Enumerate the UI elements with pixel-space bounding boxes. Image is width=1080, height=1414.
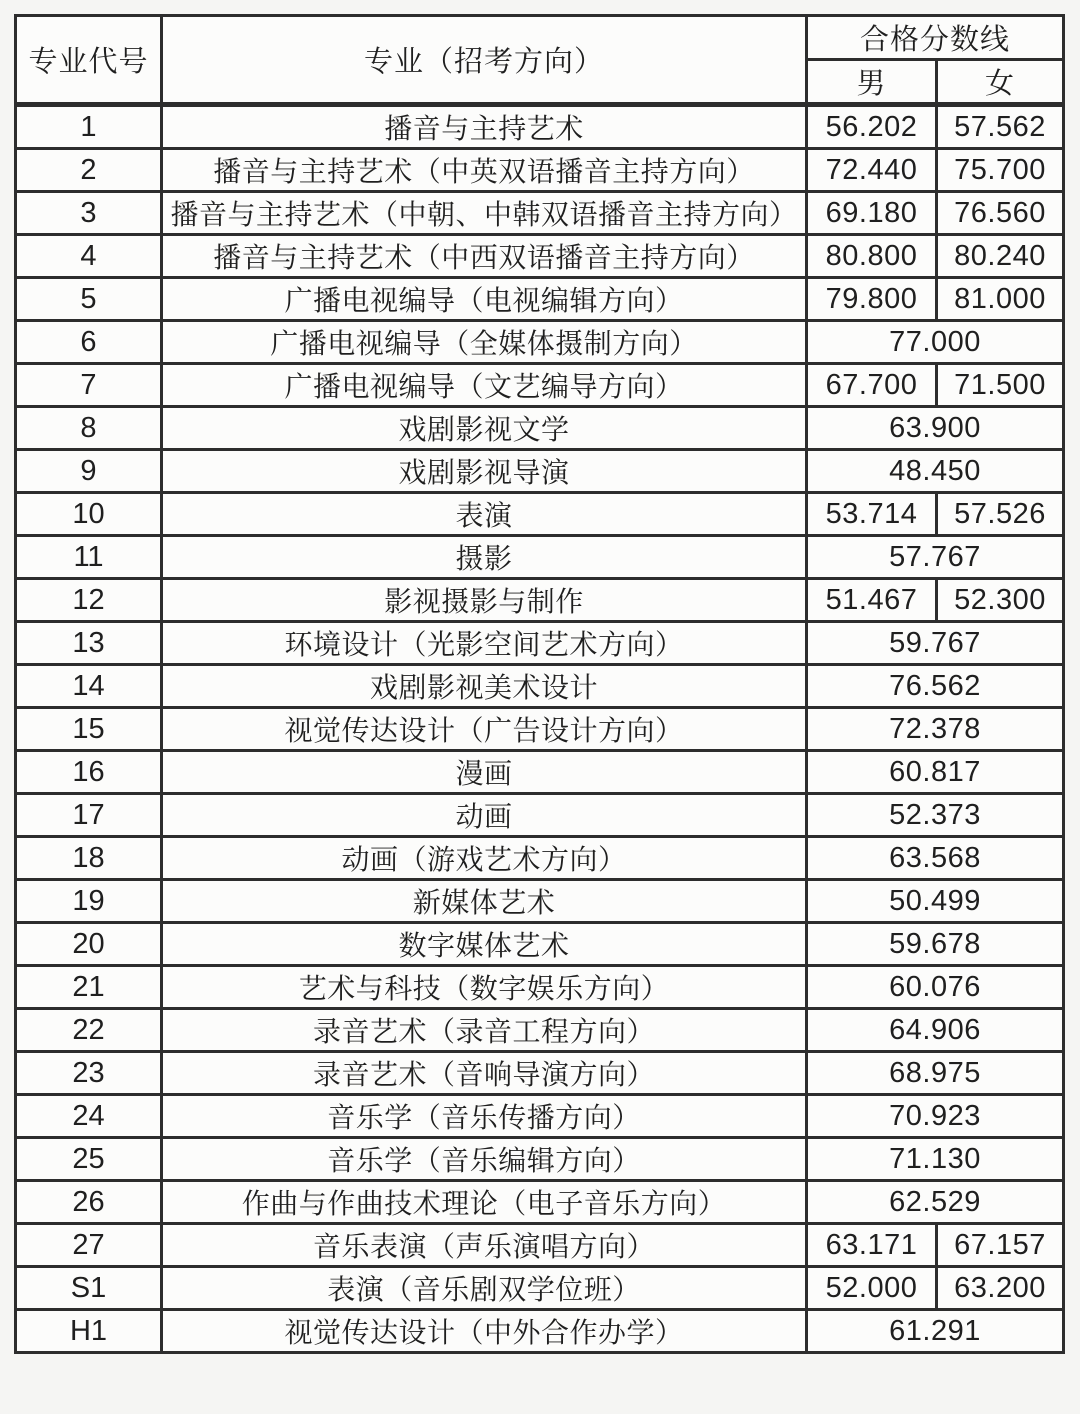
cell-major-name: 数字媒体艺术 — [162, 923, 807, 966]
table-row — [16, 1181, 1064, 1224]
cell-major-name: 艺术与科技（数字娱乐方向） — [162, 966, 807, 1009]
cell-major-code: 9 — [16, 450, 162, 493]
cell-major-code: 4 — [16, 235, 162, 278]
cell-major-name: 摄影 — [162, 536, 807, 579]
table-row — [16, 794, 1064, 837]
cell-major-name: 音乐表演（声乐演唱方向） — [162, 1224, 807, 1267]
cell-score-merged: 63.900 — [807, 407, 1064, 450]
header-cell-major-code: 专业代号 — [16, 16, 162, 105]
table-row — [16, 149, 1064, 192]
table-row — [16, 1095, 1064, 1138]
cell-major-name: 影视摄影与制作 — [162, 579, 807, 622]
header-cell-female: 女 — [937, 60, 1064, 105]
table-row — [16, 192, 1064, 235]
cell-score-merged: 70.923 — [807, 1095, 1064, 1138]
table-row — [16, 880, 1064, 923]
cell-score-male: 67.700 — [807, 364, 937, 407]
cell-major-code: 7 — [16, 364, 162, 407]
cell-score-female: 76.560 — [937, 192, 1064, 235]
cell-score-female: 52.300 — [937, 579, 1064, 622]
cell-major-code: 6 — [16, 321, 162, 364]
cell-score-merged: 77.000 — [807, 321, 1064, 364]
cell-major-name: 视觉传达设计（广告设计方向） — [162, 708, 807, 751]
cell-major-code: 16 — [16, 751, 162, 794]
table-row — [16, 493, 1064, 536]
score-table-body — [16, 105, 1064, 1353]
table-row — [16, 923, 1064, 966]
cell-major-code: 12 — [16, 579, 162, 622]
cell-major-name: 播音与主持艺术 — [162, 105, 807, 149]
cell-major-code: H1 — [16, 1310, 162, 1353]
cell-major-code: 14 — [16, 665, 162, 708]
header-cell-male: 男 — [807, 60, 937, 105]
cell-score-male: 79.800 — [807, 278, 937, 321]
header-cell-score-group: 合格分数线 — [807, 16, 1064, 60]
cell-major-name: 播音与主持艺术（中西双语播音主持方向） — [162, 235, 807, 278]
cell-major-code: 15 — [16, 708, 162, 751]
cell-major-name: 表演（音乐剧双学位班） — [162, 1267, 807, 1310]
cell-major-code: 26 — [16, 1181, 162, 1224]
cell-major-code: 3 — [16, 192, 162, 235]
cell-major-code: 19 — [16, 880, 162, 923]
cell-major-name: 动画 — [162, 794, 807, 837]
table-row — [16, 1267, 1064, 1310]
cell-score-female: 57.562 — [937, 105, 1064, 149]
cell-major-name: 录音艺术（录音工程方向） — [162, 1009, 807, 1052]
cell-major-name: 录音艺术（音响导演方向） — [162, 1052, 807, 1095]
cell-major-code: 13 — [16, 622, 162, 665]
cell-score-male: 72.440 — [807, 149, 937, 192]
cell-major-name: 广播电视编导（全媒体摄制方向） — [162, 321, 807, 364]
cell-major-code: 10 — [16, 493, 162, 536]
score-table-header — [16, 16, 1064, 105]
table-row — [16, 1224, 1064, 1267]
cell-major-name: 环境设计（光影空间艺术方向） — [162, 622, 807, 665]
table-row — [16, 235, 1064, 278]
cell-major-name: 戏剧影视导演 — [162, 450, 807, 493]
cell-score-male: 51.467 — [807, 579, 937, 622]
cell-major-code: 24 — [16, 1095, 162, 1138]
cell-score-male: 80.800 — [807, 235, 937, 278]
cell-major-name: 音乐学（音乐编辑方向） — [162, 1138, 807, 1181]
table-row — [16, 1052, 1064, 1095]
cell-major-code: 23 — [16, 1052, 162, 1095]
cell-score-merged: 61.291 — [807, 1310, 1064, 1353]
cell-major-name: 戏剧影视美术设计 — [162, 665, 807, 708]
cell-score-merged: 50.499 — [807, 880, 1064, 923]
cell-major-code: 22 — [16, 1009, 162, 1052]
score-table-container — [14, 14, 1062, 1354]
cell-major-code: 20 — [16, 923, 162, 966]
header-cell-major-name: 专业（招考方向） — [162, 16, 807, 105]
cell-score-merged: 72.378 — [807, 708, 1064, 751]
header-row-top — [16, 16, 1064, 60]
cell-score-merged: 71.130 — [807, 1138, 1064, 1181]
cell-major-name: 播音与主持艺术（中朝、中韩双语播音主持方向） — [162, 192, 807, 235]
cell-score-merged: 52.373 — [807, 794, 1064, 837]
table-row — [16, 622, 1064, 665]
table-row — [16, 1009, 1064, 1052]
table-row — [16, 751, 1064, 794]
cell-major-code: 2 — [16, 149, 162, 192]
cell-major-name: 视觉传达设计（中外合作办学） — [162, 1310, 807, 1353]
cell-major-code: 8 — [16, 407, 162, 450]
cell-major-name: 广播电视编导（文艺编导方向） — [162, 364, 807, 407]
cell-score-male: 56.202 — [807, 105, 937, 149]
cell-major-name: 作曲与作曲技术理论（电子音乐方向） — [162, 1181, 807, 1224]
cell-score-merged: 63.568 — [807, 837, 1064, 880]
cell-major-name: 音乐学（音乐传播方向） — [162, 1095, 807, 1138]
cell-score-male: 53.714 — [807, 493, 937, 536]
cell-score-male: 69.180 — [807, 192, 937, 235]
cell-major-name: 动画（游戏艺术方向） — [162, 837, 807, 880]
cell-score-female: 67.157 — [937, 1224, 1064, 1267]
cell-major-name: 戏剧影视文学 — [162, 407, 807, 450]
cell-major-code: 25 — [16, 1138, 162, 1181]
score-table — [14, 14, 1065, 1354]
cell-score-female: 71.500 — [937, 364, 1064, 407]
table-row — [16, 1310, 1064, 1353]
cell-score-female: 80.240 — [937, 235, 1064, 278]
cell-score-female: 75.700 — [937, 149, 1064, 192]
cell-major-code: 18 — [16, 837, 162, 880]
table-row — [16, 321, 1064, 364]
cell-major-name: 新媒体艺术 — [162, 880, 807, 923]
table-row — [16, 407, 1064, 450]
table-row — [16, 105, 1064, 149]
cell-major-code: 27 — [16, 1224, 162, 1267]
cell-major-name: 播音与主持艺术（中英双语播音主持方向） — [162, 149, 807, 192]
cell-major-name: 漫画 — [162, 751, 807, 794]
cell-score-merged: 57.767 — [807, 536, 1064, 579]
table-row — [16, 278, 1064, 321]
table-row — [16, 708, 1064, 751]
cell-score-merged: 60.076 — [807, 966, 1064, 1009]
cell-score-female: 63.200 — [937, 1267, 1064, 1310]
cell-score-male: 63.171 — [807, 1224, 937, 1267]
cell-major-code: 17 — [16, 794, 162, 837]
table-row — [16, 579, 1064, 622]
table-row — [16, 665, 1064, 708]
cell-score-merged: 59.767 — [807, 622, 1064, 665]
cell-major-code: S1 — [16, 1267, 162, 1310]
cell-major-name: 广播电视编导（电视编辑方向） — [162, 278, 807, 321]
table-row — [16, 450, 1064, 493]
table-row — [16, 966, 1064, 1009]
cell-score-merged: 60.817 — [807, 751, 1064, 794]
cell-major-code: 21 — [16, 966, 162, 1009]
table-row — [16, 536, 1064, 579]
cell-score-merged: 59.678 — [807, 923, 1064, 966]
cell-major-code: 1 — [16, 105, 162, 149]
table-row — [16, 837, 1064, 880]
cell-major-name: 表演 — [162, 493, 807, 536]
cell-score-merged: 62.529 — [807, 1181, 1064, 1224]
table-row — [16, 364, 1064, 407]
cell-major-code: 5 — [16, 278, 162, 321]
cell-score-male: 52.000 — [807, 1267, 937, 1310]
table-row — [16, 1138, 1064, 1181]
cell-score-female: 57.526 — [937, 493, 1064, 536]
cell-score-merged: 64.906 — [807, 1009, 1064, 1052]
cell-major-code: 11 — [16, 536, 162, 579]
cell-score-merged: 68.975 — [807, 1052, 1064, 1095]
cell-score-merged: 76.562 — [807, 665, 1064, 708]
cell-score-merged: 48.450 — [807, 450, 1064, 493]
cell-score-female: 81.000 — [937, 278, 1064, 321]
